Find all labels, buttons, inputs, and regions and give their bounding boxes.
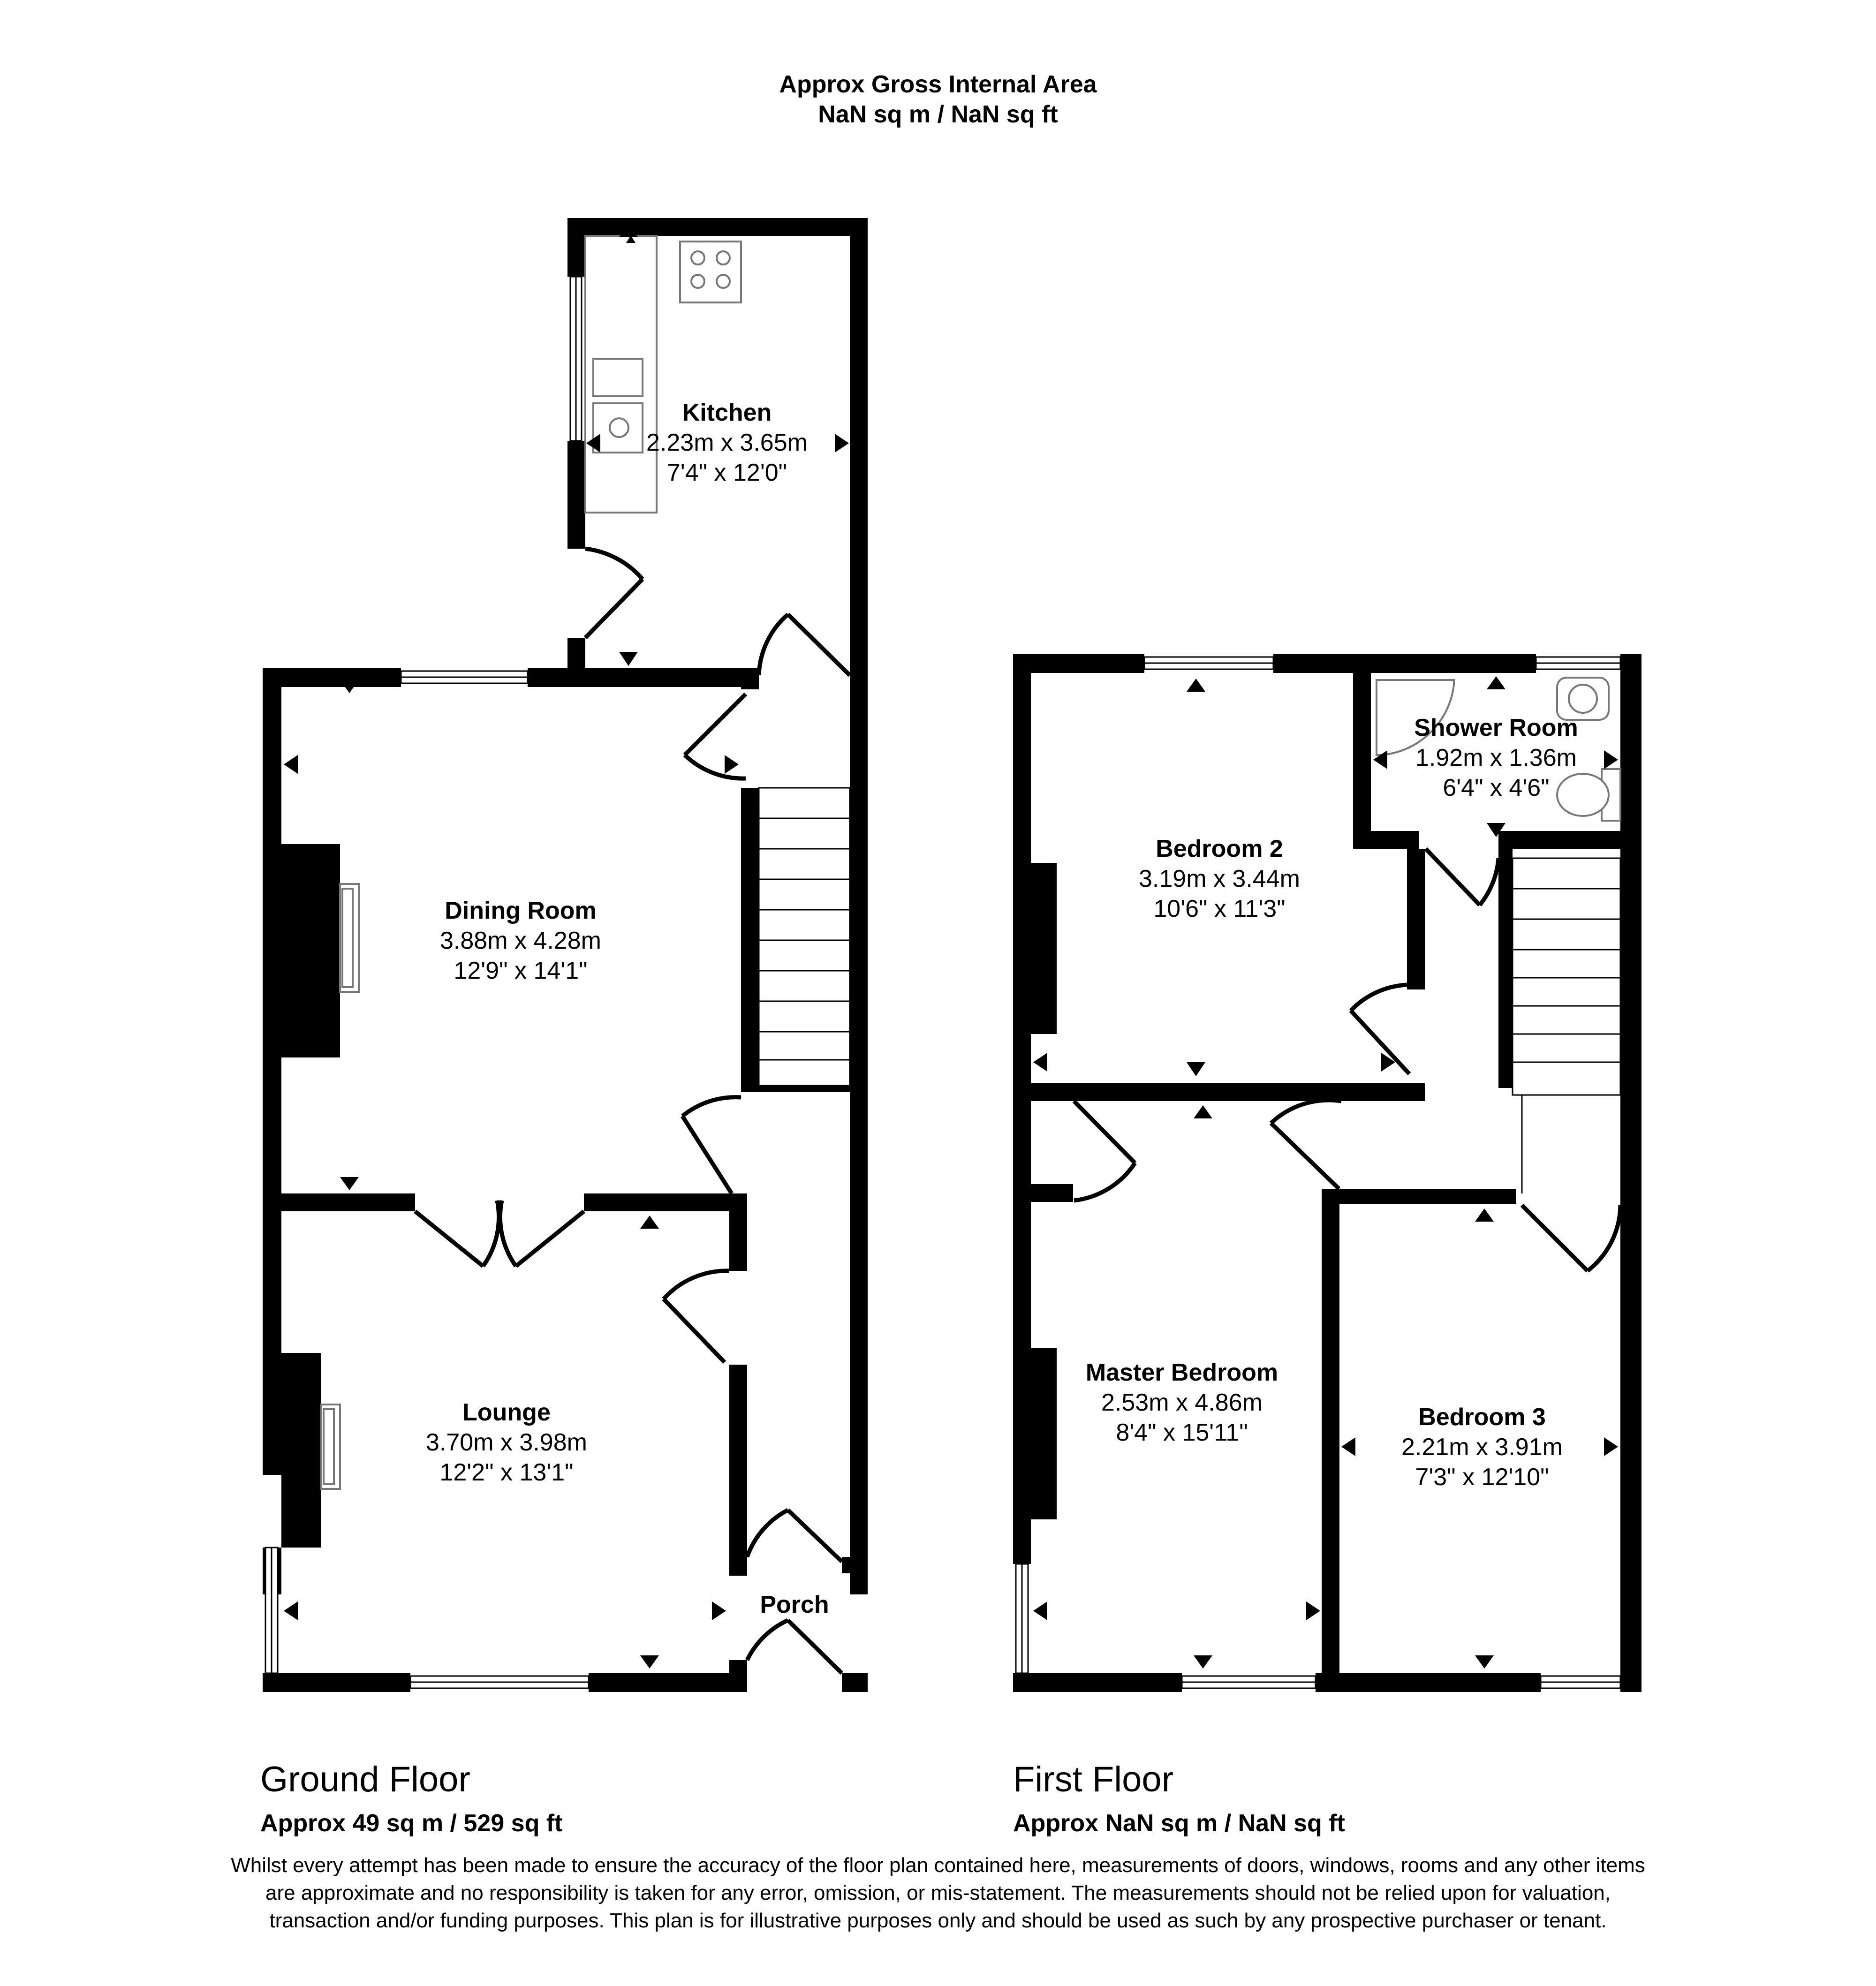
room-label-bedroom3 — [1351, 1402, 1613, 1492]
room-name: Bedroom 2 — [1156, 835, 1283, 862]
first-walls — [1013, 654, 1642, 1692]
room-label-master — [1051, 1358, 1313, 1448]
room-metric: 2.53m x 4.86m — [1101, 1389, 1263, 1416]
room-label-dining — [380, 896, 661, 986]
ground-doors — [415, 549, 850, 1673]
room-imperial: 10'6" x 11'3" — [1153, 895, 1286, 922]
room-label-kitchen — [605, 398, 849, 488]
first-stairs — [1513, 858, 1620, 1193]
room-metric: 3.88m x 4.28m — [440, 927, 601, 954]
room-name: Master Bedroom — [1085, 1359, 1278, 1386]
gross-area-title: Approx Gross Internal Area — [779, 71, 1097, 98]
room-label-lounge — [366, 1397, 647, 1488]
room-imperial: 7'4" x 12'0" — [666, 459, 787, 486]
gross-area-value: NaN sq m / NaN sq ft — [818, 101, 1058, 128]
room-imperial: 6'4" x 4'6" — [1443, 774, 1550, 801]
first-floor-plan — [1013, 654, 1642, 1692]
first-windows — [1016, 657, 1620, 1688]
room-name: Kitchen — [682, 399, 772, 426]
first-floor-area: Approx NaN sq m / NaN sq ft — [1013, 1810, 1345, 1837]
ground-floor-area: Approx 49 sq m / 529 sq ft — [260, 1810, 563, 1837]
room-imperial: 12'9" x 14'1" — [454, 957, 588, 984]
room-imperial: 12'2" x 13'1" — [439, 1459, 574, 1486]
first-floor-title: First Floor — [1013, 1759, 1173, 1799]
room-name: Shower Room — [1414, 714, 1578, 741]
room-name: Lounge — [462, 1399, 551, 1426]
room-label-porch — [747, 1590, 842, 1620]
disclaimer-text: Whilst every attempt has been made to ensure the accuracy of the floor plan contained here, measurements of doors, windows, rooms and any other items are approximate and no responsibility is taken for any error, omission, or mis-statement. The measurements should not be relied upon for valuation, transaction and/or funding purposes. This plan is for illustrative purposes only and should be used as such by any prospective purchaser or tenant. — [231, 1854, 1645, 1932]
room-metric: 3.70m x 3.98m — [426, 1429, 587, 1456]
room-imperial: 7'3" x 12'10" — [1415, 1464, 1549, 1491]
room-imperial: 8'4" x 15'11" — [1116, 1419, 1248, 1446]
room-name: Bedroom 3 — [1418, 1404, 1546, 1431]
room-metric: 2.23m x 3.65m — [646, 429, 808, 456]
room-name: Dining Room — [445, 897, 597, 924]
room-name: Porch — [760, 1591, 829, 1618]
kitchen-window — [570, 277, 582, 441]
room-metric: 3.19m x 3.44m — [1139, 865, 1300, 892]
room-label-bedroom2 — [1079, 834, 1360, 924]
ground-floor-title: Ground Floor — [260, 1759, 470, 1799]
ground-stairs — [759, 788, 850, 1086]
room-metric: 2.21m x 3.91m — [1401, 1434, 1563, 1461]
room-metric: 1.92m x 1.36m — [1415, 744, 1577, 771]
room-label-shower — [1369, 713, 1623, 803]
